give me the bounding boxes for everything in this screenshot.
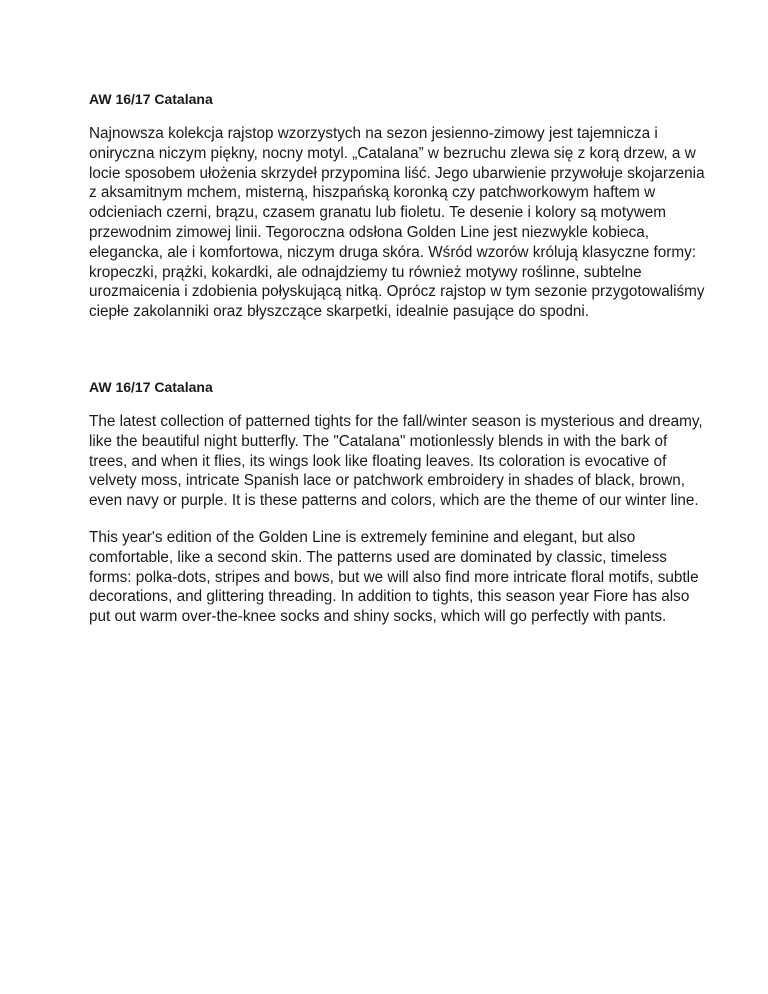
english-paragraph-1: The latest collection of patterned tights for the fall/winter season is mysterious and dreamy, like the beautiful night butterfly. The "Catalana" motionlessly blends in with the bark of trees, and when it flies, its wings look like floating leaves. Its coloration is evocative of velvety moss, intricate Spanish lace or patchwork embroidery in shades of black, brown, even navy or purple. It is these patterns and colors, which are the theme of our winter line. [89, 412, 703, 510]
english-heading: AW 16/17 Catalana [89, 378, 213, 395]
document-page [89, 90, 709, 627]
polish-heading: AW 16/17 Catalana [89, 91, 213, 107]
polish-paragraph: Najnowsza kolekcja rajstop wzorzystych na sezon jesienno-zimowy jest tajemnicza i oniryczna niczym piękny, nocny motyl. „Catalana” w bezruchu zlewa się z korą drzew, a w locie sposobem ułożenia skrzydeł przypomina liść. Jego ubarwienie przywołuje skojarzenia z aksamitnym mchem, misterną, hiszpańską koronką czy patchworkowym haftem w odcieniach czerni, brązu, czasem granatu lub fioletu. Te desenie i kolory są motywem przewodnim zimowej linii. Tegoroczna odsłona Golden Line jest niezwykle kobieca, elegancka, ale i komfortowa, niczym druga skóra. Wśród wzorów królują klasyczne formy: kropeczki, prążki, kokardki, ale odnajdziemy tu również motywy roślinne, subtelne urozmaicenia i zdobienia połyskującą nitką. Oprócz rajstop w tym sezonie przygotowaliśmy ciepłe zakolanniki oraz błyszczące skarpetki, idealnie pasujące do spodni. [89, 125, 705, 321]
english-paragraph-2: This year's edition of the Golden Line is extremely feminine and elegant, but also comfortable, like a second skin. The patterns used are dominated by classic, timeless forms: polka-dots, stripes and bows, but we will also find more intricate floral motifs, subtle decorations, and glittering threading. In addition to tights, this season year Fiore has also put out warm over-the-knee socks and shiny socks, which will go perfectly with pants. [89, 528, 699, 626]
